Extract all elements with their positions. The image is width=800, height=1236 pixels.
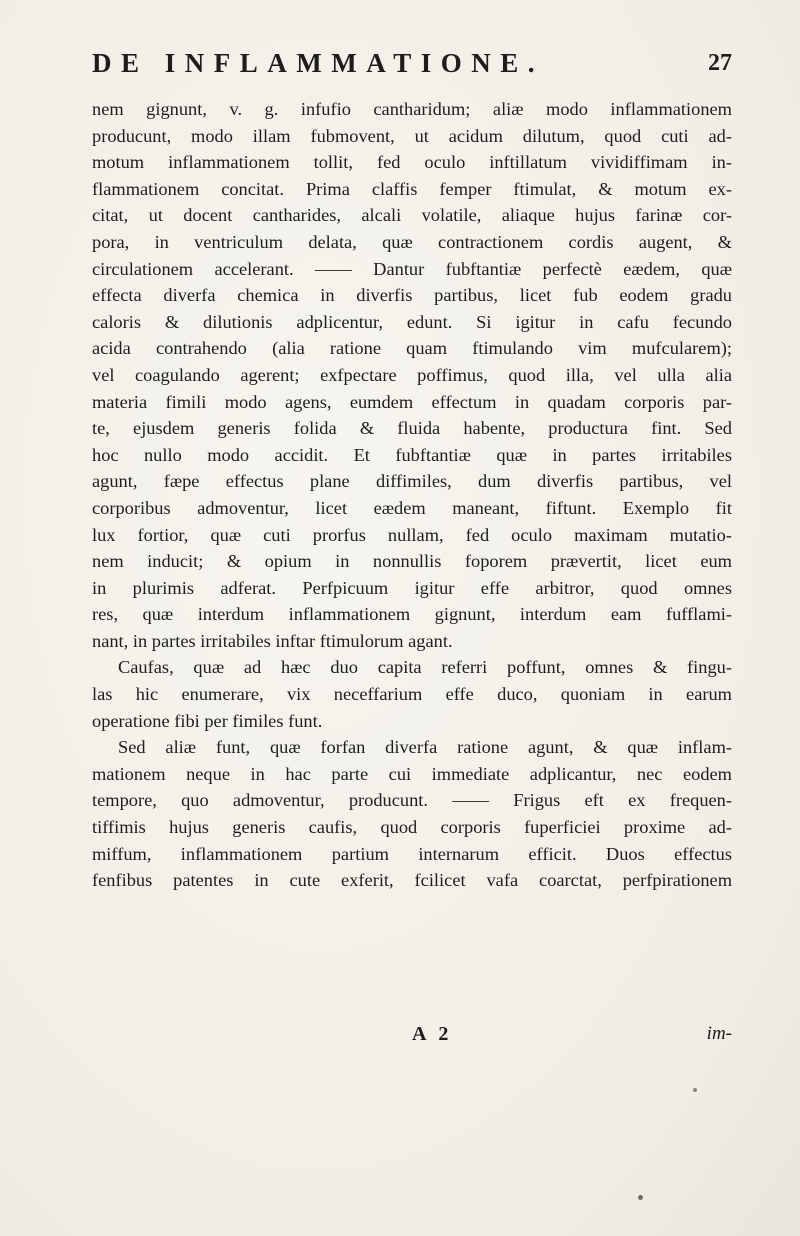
text-line: lux fortior, quæ cuti prorfus nullam, fed oculo maximam mutatio-	[92, 524, 732, 545]
text-line: motum inflammationem tollit, fed oculo inftillatum vividiffimam in-	[92, 152, 732, 173]
text-line: flammationem concitat. Prima claffis femper ftimulat, & motum ex-	[92, 178, 732, 199]
text-body	[92, 96, 732, 894]
text-line: miffum, inflammationem partium internarum efficit. Duos effectus	[92, 843, 732, 864]
text-line: citat, ut docent cantharides, alcali volatile, aliaque hujus farinæ cor-	[92, 205, 732, 226]
text-line: nem inducit; & opium in nonnullis foporem prævertit, licet eum	[92, 551, 732, 572]
text-line: pora, in ventriculum delata, quæ contractionem cordis augent, &	[92, 231, 732, 252]
text-line: acida contrahendo (alia ratione quam ftimulando vim mufcularem);	[92, 338, 732, 359]
text-line: Caufas, quæ ad hæc duo capita referri poffunt, omnes & fingu-	[118, 657, 732, 678]
text-line: res, quæ interdum inflammationem gignunt, interdum eam fufflami-	[92, 604, 732, 625]
text-line: las hic enumerare, vix neceffarium effe duco, quoniam in earum	[92, 684, 732, 705]
text-line: tempore, quo admoventur, producunt. —— Frigus eft ex frequen-	[92, 790, 732, 811]
text-line: mationem neque in hac parte cui immediate adplicantur, nec eodem	[92, 763, 732, 784]
text-line: corporibus admoventur, licet eædem maneant, fiftunt. Exemplo fit	[92, 497, 732, 518]
page-footer	[92, 1023, 732, 1053]
paper-speck	[693, 1088, 697, 1092]
text-line: materia fimili modo agens, eumdem effectum in quadam corporis par-	[92, 391, 732, 412]
text-line: fenfibus patentes in cute exferit, fcilicet vafa coarctat, perfpirationem	[92, 870, 732, 891]
text-line: nant, in partes irritabiles inftar ftimulorum agant.	[92, 630, 453, 651]
text-line: agunt, fæpe effectus plane diffimiles, dum diverfis partibus, vel	[92, 471, 732, 492]
text-line: effecta diverfa chemica in diverfis partibus, licet fub eodem gradu	[92, 285, 732, 306]
page-number: 27	[708, 50, 732, 76]
text-line: hoc nullo modo accidit. Et fubftantiæ quæ in partes irritabiles	[92, 444, 732, 465]
text-line: in plurimis adferat. Perfpicuum igitur effe arbitror, quod omnes	[92, 577, 732, 598]
text-line: operatione fibi per fimiles funt.	[92, 710, 323, 731]
text-line: producunt, modo illam fubmovent, ut acidum dilutum, quod cuti ad-	[92, 125, 732, 146]
text-line: vel coagulando agerent; exfpectare poffimus, quod illa, vel ulla alia	[92, 364, 732, 385]
text-line: caloris & dilutionis adplicentur, edunt. Si igitur in cafu fecundo	[92, 311, 732, 332]
page-header	[92, 48, 732, 88]
catchword: im-	[706, 1023, 732, 1044]
text-line: nem gignunt, v. g. infufio cantharidum; aliæ modo inflammationem	[92, 99, 732, 119]
text-line: tiffimis hujus generis caufis, quod corporis fuperficiei proxime ad-	[92, 817, 732, 838]
signature-mark: A 2	[412, 1023, 453, 1045]
running-title: DE INFLAMMATIONE.	[92, 48, 545, 78]
text-line: circulationem accelerant. —— Dantur fubftantiæ perfectè eædem, quæ	[92, 258, 732, 279]
text-line: Sed aliæ funt, quæ forfan diverfa ratione agunt, & quæ inflam-	[118, 737, 732, 758]
text-line: te, ejusdem generis folida & fluida habente, productura fint. Sed	[92, 418, 732, 439]
paper-speck	[638, 1195, 643, 1200]
